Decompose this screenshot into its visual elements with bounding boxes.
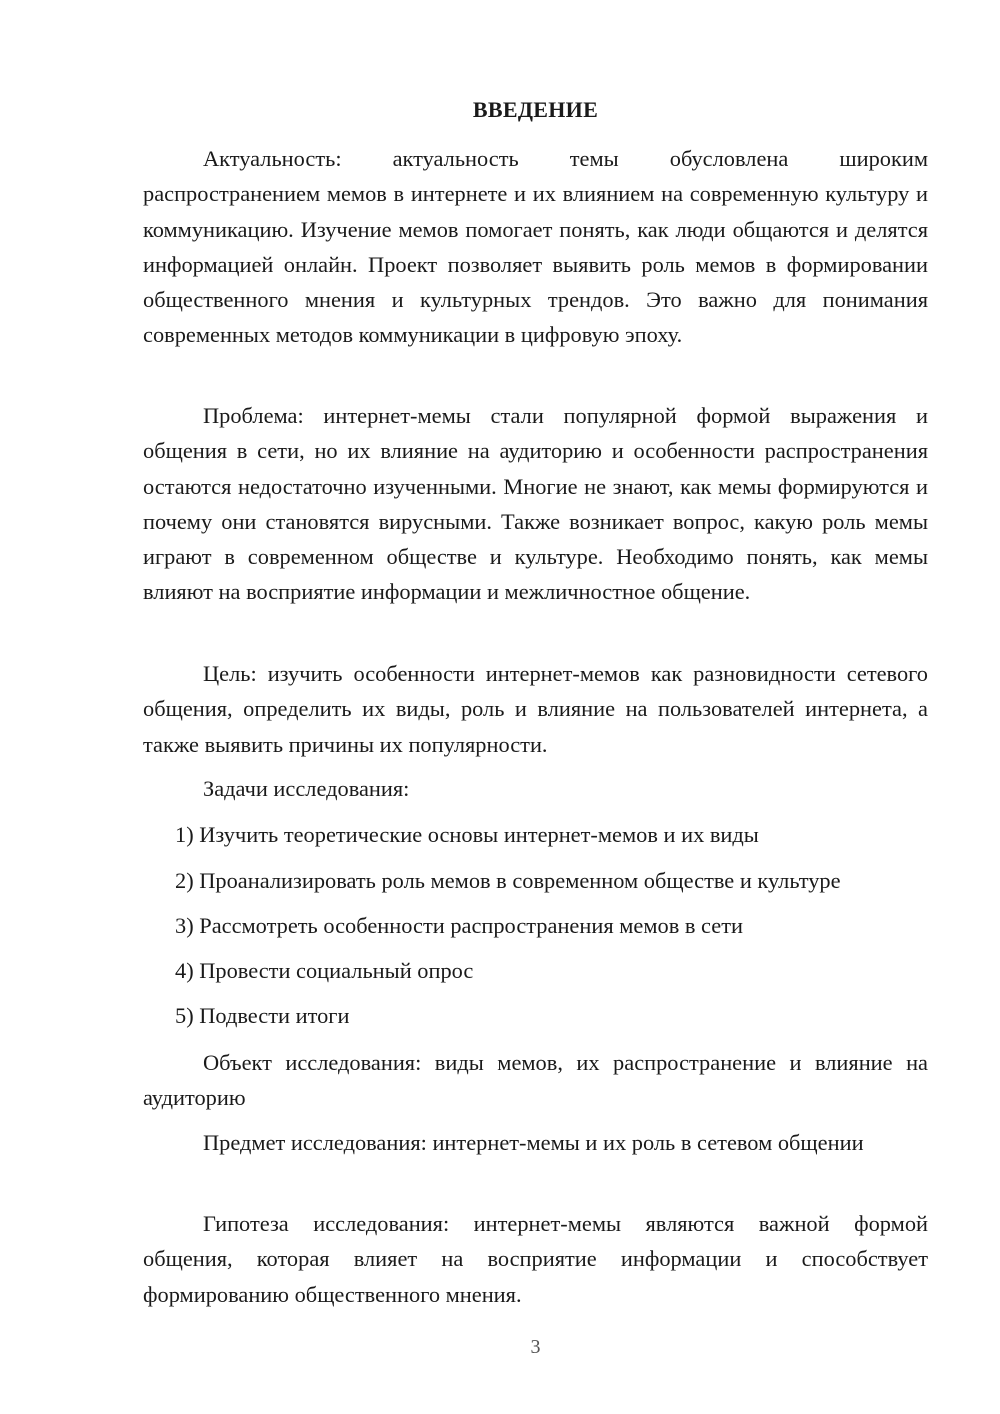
task-item-1: 1) Изучить теоретические основы интернет-мемов и их виды <box>175 822 759 847</box>
subject-paragraph: Предмет исследования: интернет-мемы и их роль в сетевом общении <box>203 1130 864 1155</box>
task-item-5: 5) Подвести итоги <box>175 1003 350 1028</box>
page-title: ВВЕДЕНИЕ <box>472 97 599 122</box>
task-item-4: 4) Провести социальный опрос <box>175 958 474 983</box>
tasks-heading: Задачи исследования: <box>203 776 410 801</box>
task-item-2: 2) Проанализировать роль мемов в современном обществе и культуре <box>175 868 841 893</box>
hypothesis-paragraph: Гипотеза исследования: интернет-мемы являются важной формой общения, которая влияет на восприятие информации и способствует формированию общественного мнения. <box>143 1211 928 1307</box>
problem-paragraph: Проблема: интернет-мемы стали популярной формой выражения и общения в сети, но их влияние на аудиторию и особенности распространения остаются недостаточно изученными. Многие не знают, как мемы формируются и почему они становятся вирусными. Также возникает вопрос, какую роль мемы играют в современном обществе и культуре. Необходимо понять, как мемы влияют на восприятие информации и межличностное общение. <box>143 403 928 605</box>
page-number: 3 <box>530 1336 541 1358</box>
document-page <box>143 0 928 1414</box>
task-item-3: 3) Рассмотреть особенности распространения мемов в сети <box>175 913 743 938</box>
goal-paragraph: Цель: изучить особенности интернет-мемов как разновидности сетевого общения, определить их виды, роль и влияние на пользователей интернета, а также выявить причины их популярности. <box>143 661 928 757</box>
relevance-paragraph: Актуальность: актуальность темы обусловлена широким распространением мемов в интернете и их влиянием на современную культуру и коммуникацию. Изучение мемов помогает понять, как люди общаются и делятся информацией онлайн. Проект позволяет выявить роль мемов в формировании общественного мнения и культурных трендов. Это важно для понимания современных методов коммуникации в цифровую эпоху. <box>143 146 928 348</box>
object-paragraph: Объект исследования: виды мемов, их распространение и влияние на аудиторию <box>143 1050 928 1111</box>
